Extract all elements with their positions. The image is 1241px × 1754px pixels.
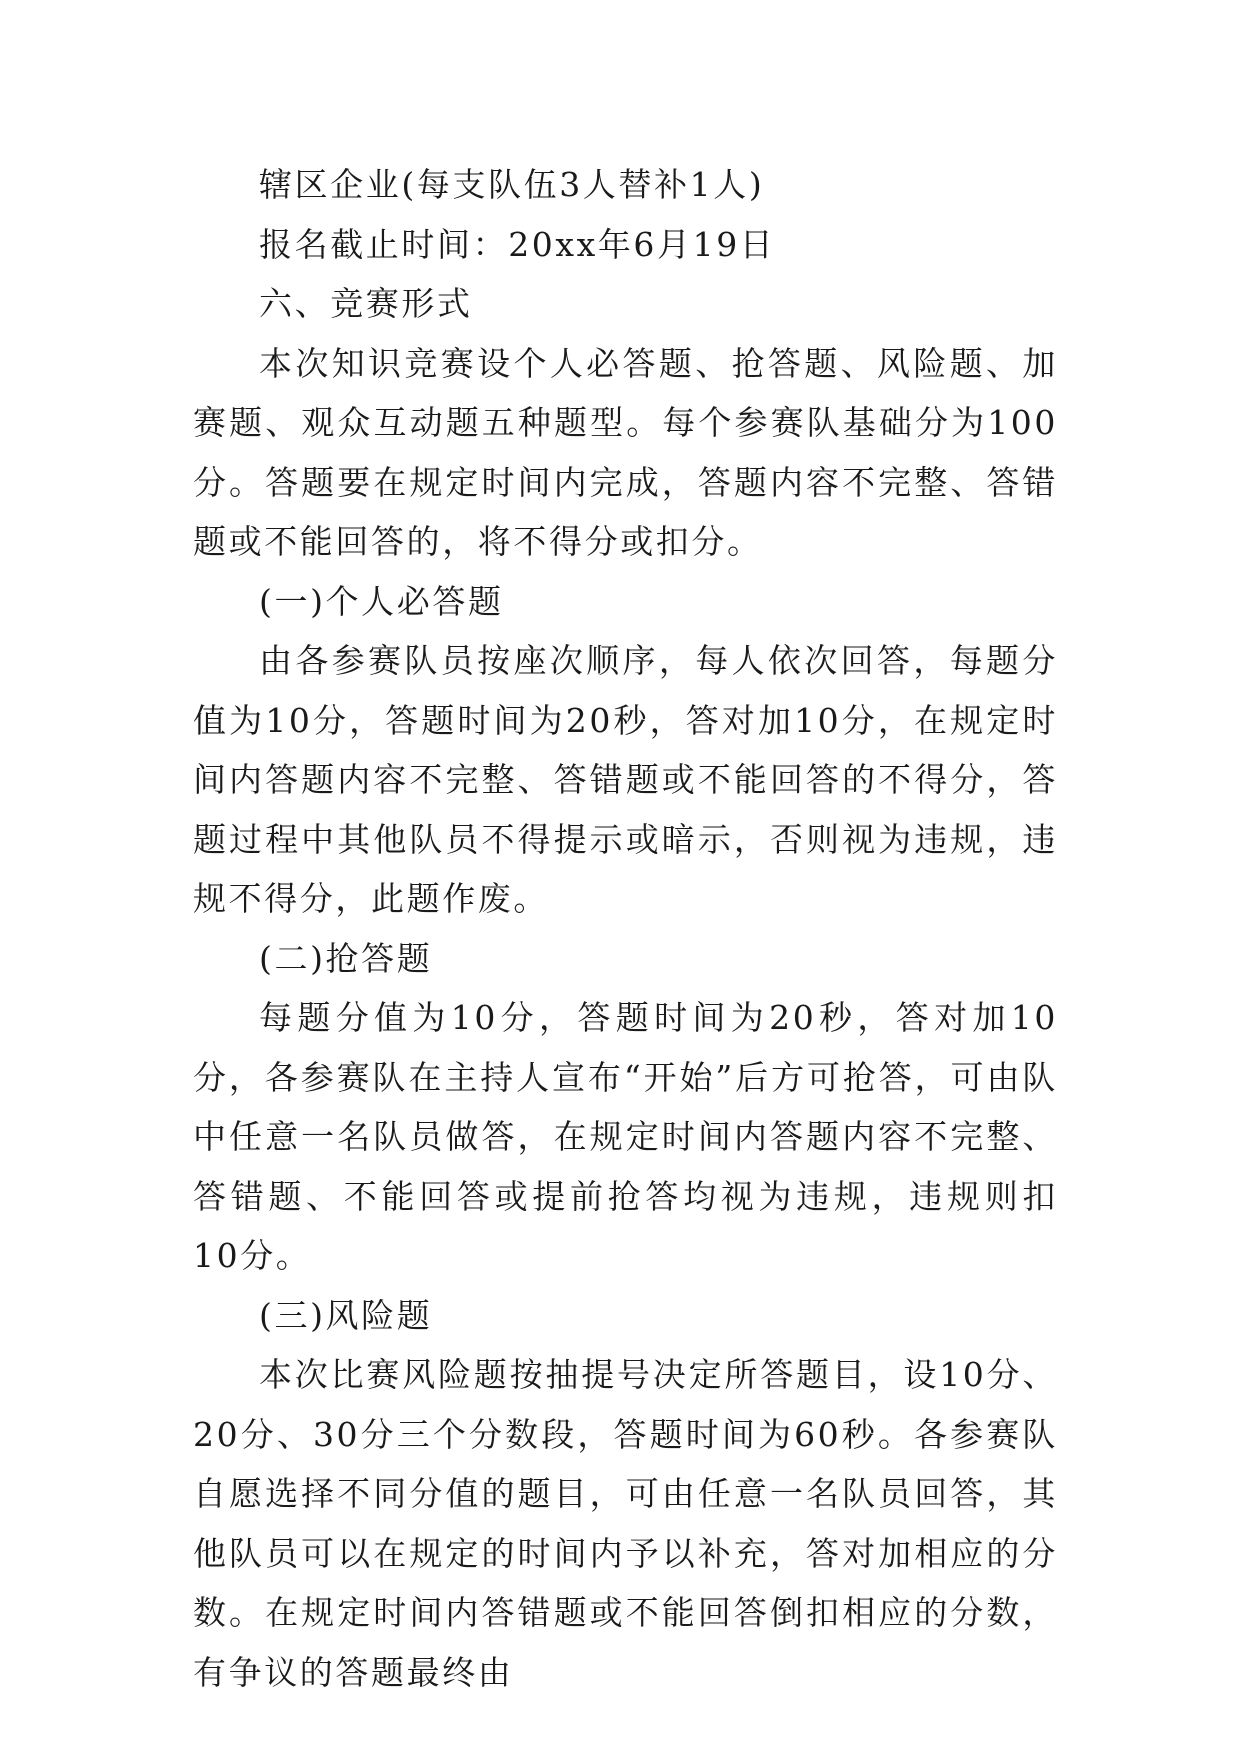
section-heading-competition-format: 六、竞赛形式 (259, 284, 473, 323)
subheading-individual-questions: (一)个人必答题 (259, 581, 504, 621)
paragraph-buzzer-questions: 每题分值为10分，答题时间为20秒，答对加10分，各参赛队在主持人宣布“开始”后方可抢答，可由队中任意一名队员做答，在规定时间内答题内容不完整、答错题、不能回答或提前抢答均视为违规，违规则扣10分。 (193, 998, 1058, 1275)
subheading-risk-questions: (三)风险题 (259, 1295, 433, 1335)
paragraph-format-overview: 本次知识竞赛设个人必答题、抢答题、风险题、加赛题、观众互动题五种题型。每个参赛队基础分为100分。答题要在规定时间内完成，答题内容不完整、答错题或不能回答的，将不得分或扣分。 (193, 343, 1058, 561)
paragraph-individual-questions: 由各参赛队员按座次顺序，每人依次回答，每题分值为10分，答题时间为20秒，答对加10分，在规定时间内答题内容不完整、答错题或不能回答的不得分，答题过程中其他队员不得提示或暗示，否则视为违规，违规不得分，此题作废。 (193, 641, 1058, 918)
paragraph-risk-questions: 本次比赛风险题按抽提号决定所答题目，设10分、20分、30分三个分数段，答题时间为60秒。各参赛队自愿选择不同分值的题目，可由任意一名队员回答，其他队员可以在规定的时间内予以补充，答对加相应的分数。在规定时间内答错题或不能回答倒扣相应的分数，有争议的答题最终由 (193, 1355, 1058, 1692)
paragraph-registration-deadline: 报名截止时间：20xx年6月19日 (259, 224, 776, 264)
paragraph-participants: 辖区企业(每支队伍3人替补1人) (259, 165, 765, 204)
subheading-buzzer-questions: (二)抢答题 (259, 938, 433, 978)
document-body (193, 155, 1058, 1702)
